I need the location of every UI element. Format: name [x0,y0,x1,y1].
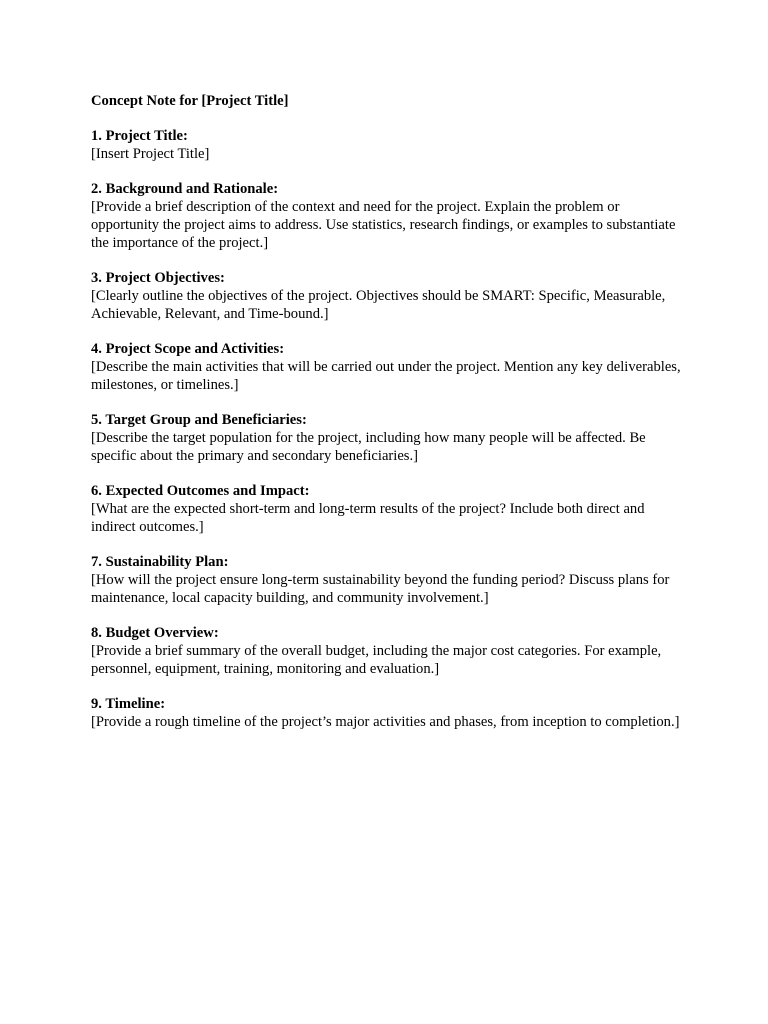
section-timeline [91,695,681,731]
section-heading: 4. Project Scope and Activities: [91,341,285,357]
section-project-title [91,127,681,163]
section-body: [Describe the target population for the project, including how many people will be affected. Be specific about the primary and secondary beneficiaries.] [91,430,646,464]
section-background-rationale [91,180,681,252]
section-expected-outcomes [91,482,681,536]
section-body: [Clearly outline the objectives of the project. Objectives should be SMART: Specific, Measurable, Achievable, Relevant, and Time-bound.] [91,288,666,322]
document-title: Concept Note for [Project Title] [91,93,289,109]
section-body: [Provide a rough timeline of the project’s major activities and phases, from inception to completion.] [91,714,680,730]
section-body: [Describe the main activities that will be carried out under the project. Mention any key deliverables, milestones, or timelines.] [91,359,681,393]
document-content [91,92,681,748]
section-budget-overview [91,624,681,678]
section-heading: 2. Background and Rationale: [91,181,279,197]
section-body: [Provide a brief summary of the overall budget, including the major cost categories. For example, personnel, equipment, training, monitoring and evaluation.] [91,643,662,677]
section-heading: 8. Budget Overview: [91,625,219,641]
section-body: [Insert Project Title] [91,146,210,162]
section-heading: 9. Timeline: [91,696,166,712]
section-heading: 1. Project Title: [91,128,188,144]
section-body: [Provide a brief description of the context and need for the project. Explain the problem or opportunity the project aims to address. Use statistics, research findings, or examples to substantiate the importance of the project.] [91,199,676,251]
section-scope-activities [91,340,681,394]
section-sustainability-plan [91,553,681,607]
section-heading: 3. Project Objectives: [91,270,225,286]
section-body: [How will the project ensure long-term sustainability beyond the funding period? Discuss plans for maintenance, local capacity building, and community involvement.] [91,572,670,606]
section-target-group [91,411,681,465]
section-body: [What are the expected short-term and long-term results of the project? Include both direct and indirect outcomes.] [91,501,645,535]
section-heading: 6. Expected Outcomes and Impact: [91,483,310,499]
section-heading: 5. Target Group and Beneficiaries: [91,412,307,428]
section-project-objectives [91,269,681,323]
section-heading: 7. Sustainability Plan: [91,554,229,570]
